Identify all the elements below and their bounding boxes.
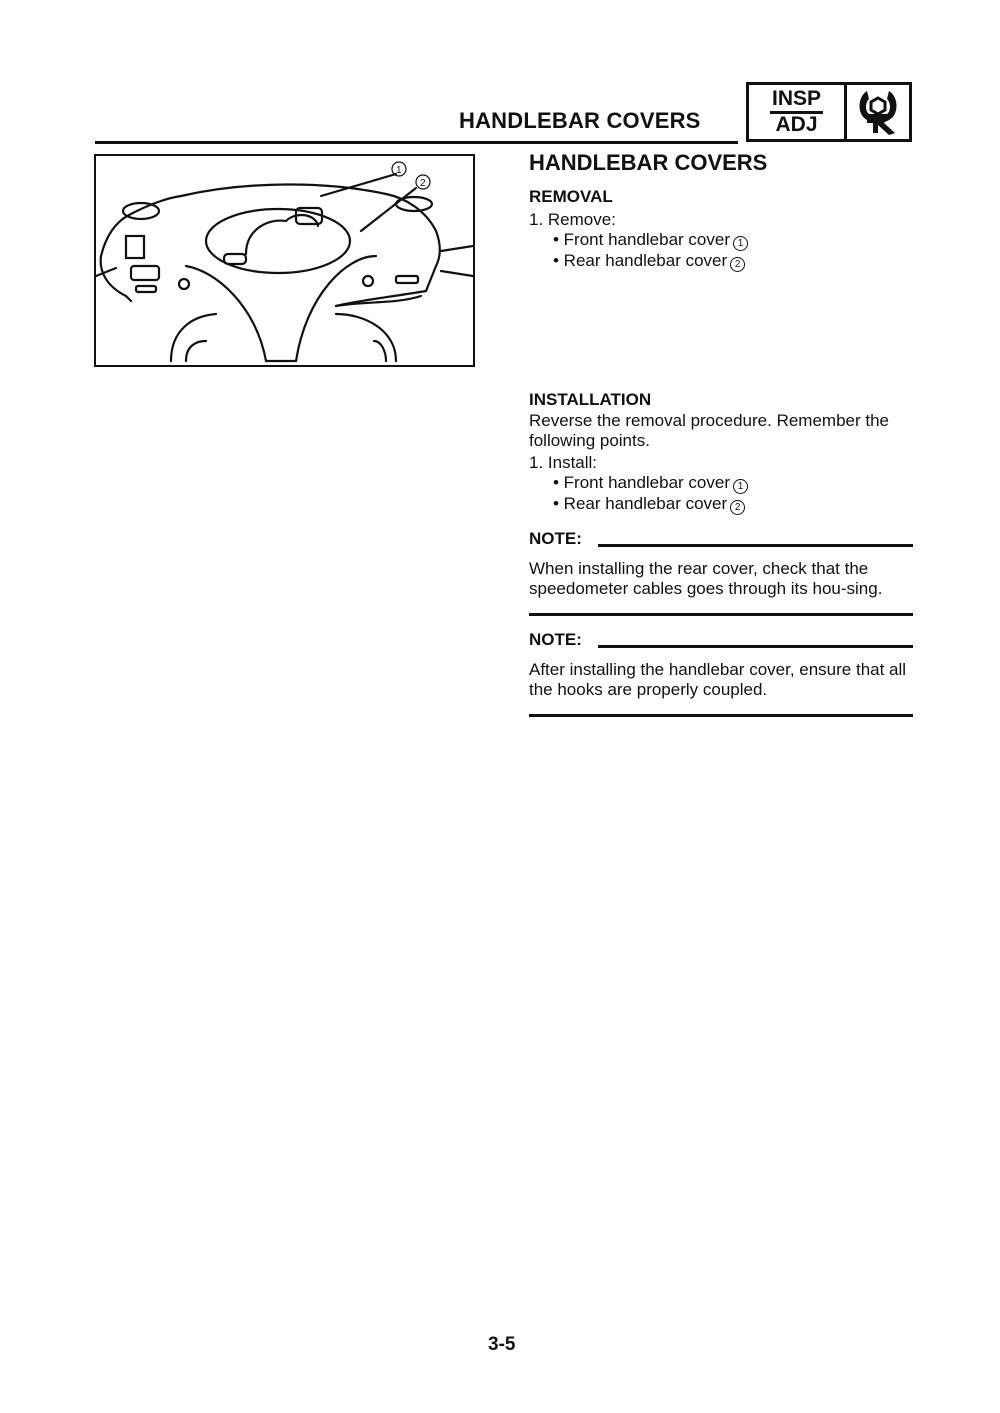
note-text: When installing the rear cover, check that the speedometer cables goes through its hou-sing.: [529, 559, 883, 598]
removal-heading: REMOVAL: [529, 187, 613, 206]
removal-item-rear: • Rear handlebar cover 2: [553, 251, 913, 272]
callout-1-icon: 1: [733, 236, 748, 251]
note-end-rule: [529, 714, 913, 717]
note-rule: [598, 544, 913, 547]
badge-text: [749, 85, 847, 139]
wrench-nut-icon: [847, 85, 909, 139]
callout-2-icon: 2: [730, 257, 745, 272]
installation-step: 1. Install:: [529, 453, 598, 472]
badge-adj-label: ADJ: [775, 113, 818, 136]
handlebar-illustration: [94, 154, 475, 367]
svg-text:2: 2: [420, 178, 426, 189]
removal-step: 1. Remove:: [529, 210, 616, 229]
header-rule: [95, 141, 738, 144]
installation-heading: INSTALLATION: [529, 390, 652, 409]
badge-insp-label: INSP: [770, 88, 823, 114]
callout-1-icon: 1: [733, 479, 748, 494]
page-number: 3-5: [488, 1334, 516, 1355]
content-column: [529, 150, 913, 717]
installation-item-front: • Front handlebar cover 1: [553, 473, 913, 494]
note-label: NOTE:: [529, 630, 582, 649]
svg-text:1: 1: [396, 165, 402, 176]
note-text: After installing the handlebar cover, ensure that all the hooks are properly coupled.: [529, 660, 907, 699]
insp-adj-badge: [746, 82, 912, 142]
removal-item-front: • Front handlebar cover 1: [553, 230, 913, 251]
callout-2-icon: 2: [730, 500, 745, 515]
note-label: NOTE:: [529, 529, 582, 548]
note-block-1: [529, 529, 913, 616]
note-block-2: [529, 630, 913, 717]
note-rule: [598, 645, 913, 648]
installation-item-rear: • Rear handlebar cover 2: [553, 494, 913, 515]
section-title: HANDLEBAR COVERS: [529, 150, 768, 175]
page-header-title: HANDLEBAR COVERS: [459, 108, 701, 133]
note-end-rule: [529, 613, 913, 616]
installation-intro: Reverse the removal procedure. Remember the following points.: [529, 411, 889, 450]
